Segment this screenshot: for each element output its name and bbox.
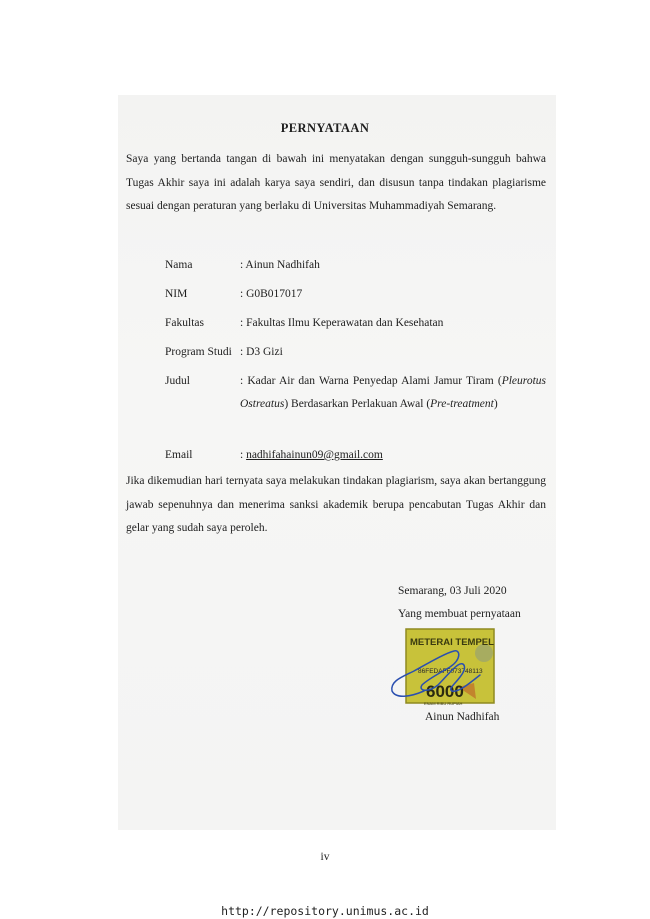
field-label: Fakultas (165, 317, 204, 329)
page-title: PERNYATAAN (280, 121, 370, 135)
field-label: Judul (165, 375, 190, 387)
judul-italic-pretreatment: Pre-treatment (430, 398, 494, 410)
page-number: iv (320, 851, 330, 863)
stamp-value: 6000 (426, 682, 464, 701)
closing-paragraph: Jika dikemudian hari ternyata saya melakukan tindakan plagiarism, saya akan bertanggung jawab sepenuhnya dan menerima sanksi akademik berupa pencabutan Tugas Akhir dan gelar yang sudah saya peroleh. (126, 475, 546, 534)
field-label: Nama (165, 259, 193, 271)
judul-italic-species: Pleurotus Ostreatus (240, 375, 546, 410)
signature-role: Yang membuat pernyataan (398, 608, 521, 620)
meterai-stamp-signature (388, 625, 506, 707)
email-prefix: : (240, 449, 247, 461)
email-link[interactable]: nadhifahainun09@gmail.com (246, 449, 383, 461)
judul-text: : Kadar Air dan Warna Penyedap Alami Jamur Tiram ( (240, 375, 502, 387)
field-value: : D3 Gizi (240, 346, 283, 358)
field-value-judul (240, 370, 546, 416)
field-value: : Ainun Nadhifah (240, 259, 320, 271)
stamp-text-bottom: ENAM RIBU RUPIAH (424, 701, 463, 706)
stamp-code: 86FEDAFF073748113 (418, 668, 483, 675)
stamp-text-top: METERAI TEMPEL (410, 637, 494, 648)
signature-place-date: Semarang, 03 Juli 2020 (398, 585, 507, 597)
intro-paragraph: Saya yang bertanda tangan di bawah ini menyatakan dengan sungguh-sungguh bahwa Tugas Akhir saya ini adalah karya saya sendiri, dan disusun tanpa tindakan plagiarisme sesuai dengan peraturan yang berlaku di Universitas Muhammadiyah Semarang. (126, 153, 546, 212)
field-label: NIM (165, 288, 188, 300)
field-value-email (240, 444, 546, 467)
footer-url[interactable]: http://repository.unimus.ac.id (221, 904, 429, 918)
judul-text: ) Berdasarkan Perlakuan Awal ( (284, 398, 431, 410)
field-label: Email (165, 449, 193, 461)
field-value: : G0B017017 (240, 288, 303, 300)
field-value: : Fakultas Ilmu Keperawatan dan Kesehatan (240, 317, 444, 329)
signature-name: Ainun Nadhifah (425, 711, 500, 723)
judul-text: ) (493, 398, 498, 410)
field-label: Program Studi (165, 346, 232, 358)
